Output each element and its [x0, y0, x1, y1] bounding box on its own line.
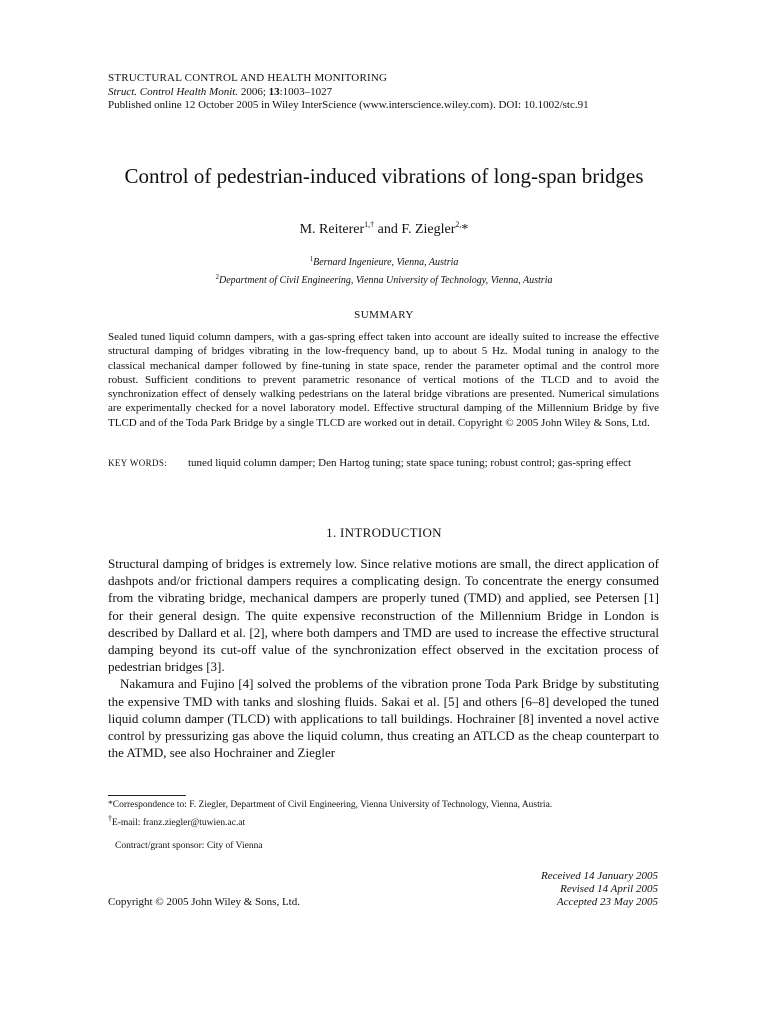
author-name: M. Reiterer — [299, 222, 365, 237]
email-text: E-mail: franz.ziegler@tuwien.ac.at — [111, 818, 246, 829]
introduction-body — [108, 555, 659, 761]
received-dates — [541, 870, 658, 909]
citation-pages: :1003–1027 — [279, 85, 333, 98]
email-mark: † — [108, 814, 112, 823]
journal-name: STRUCTURAL CONTROL AND HEALTH MONITORING — [108, 72, 388, 84]
affiliation-text: Bernard Ingenieure, Vienna, Austria — [313, 257, 459, 268]
journal-citation — [108, 86, 589, 100]
summary-heading: SUMMARY — [354, 309, 414, 321]
received-date: Received 14 January 2005 — [541, 870, 658, 882]
author-name: F. Ziegler — [401, 222, 456, 237]
paragraph: Structural damping of bridges is extremely low. Since relative motions are small, the direct application of dashpots and/or frictional dampers requires a complicating design. To concentrate the energy consumed from the vibrating bridge, mechanical dampers are properly tuned (TMD) and applied, see Petersen [1] for their general design. The quite expensive reconstruction of the Millennium Bridge in London is described by Dallard et al. [2], where both dampers and TMD are used to increase the effective structural damping beyond its cut-off value of the synchronization effect observed in the excitation process of pedestrian bridges [3]. — [108, 556, 659, 675]
affiliation-mark: 2 — [215, 273, 219, 281]
revised-date: Revised 14 April 2005 — [560, 883, 658, 895]
correspondence-note: *Correspondence to: F. Ziegler, Department of Civil Engineering, Vienna University of Technology, Vienna, Austria. — [108, 800, 553, 810]
affiliation-text: Department of Civil Engineering, Vienna University of Technology, Vienna, Austria — [219, 275, 553, 286]
publication-info: Published online 12 October 2005 in Wiley InterScience (www.interscience.wiley.com). DOI: 10.1002/stc.91 — [108, 99, 589, 111]
grant-sponsor: Contract/grant sponsor: City of Vienna — [115, 841, 263, 851]
email-note — [108, 812, 668, 830]
keywords-text: tuned liquid column damper; Den Hartog tuning; state space tuning; robust control; gas-spring effect — [188, 457, 632, 469]
affiliation-line — [0, 270, 768, 288]
accepted-date: Accepted 23 May 2005 — [556, 896, 658, 908]
author-affiliation-mark: 2, — [455, 220, 462, 229]
affiliations — [0, 252, 768, 288]
corresponding-author-mark: * — [461, 222, 469, 237]
keywords-label: KEY WORDS: — [108, 458, 168, 468]
author-affiliation-mark: 1,† — [364, 220, 375, 229]
author-line — [0, 220, 768, 238]
author-conjunction: and — [374, 222, 402, 237]
paragraph: Nakamura and Fujino [4] solved the problems of the vibration prone Toda Park Bridge by substituting the expensive TMD with tanks and sloshing fluids. Sakai et al. [5] and others [6–8] developed the tuned liquid column damper (TLCD) with applications to tall buildings. Hochrainer [8] invented a novel active control by pressurizing gas above the liquid column, thus creating an ATLCD as the cheap counterpart to the ATMD, see also Hochrainer and Ziegler — [108, 676, 659, 761]
footnotes — [108, 799, 668, 830]
affiliation-mark: 1 — [309, 255, 314, 263]
paper-title: Control of pedestrian-induced vibrations of long-span bridges — [124, 164, 644, 188]
summary-text: Sealed tuned liquid column dampers, with a gas-spring effect taken into account are ideally suited to increase the effective structural damping of bridges vibrating in the low-frequency band, up to about 5 Hz. Modal tuning in analogy to the classical mechanical damper followed by fine-tuning in state space, render the parameter optimal and the control more robust. Sufficient conditions to prevent parametric resonance of vertical motions of the TLCD and to avoid the synchronization effect of densely walking pedestrians on the lateral bridge vibrations are presented. Numerical simulations are experimentally checked for a novel laboratory model. Effective structural damping of the Millennium Bridge by five TLCD and of the Toda Park Bridge by a single TLCD are worked out in detail. Copyright © 2005 John Wiley & Sons, Ltd. — [108, 331, 659, 429]
citation-journal: Struct. Control Health Monit. — [108, 85, 239, 98]
citation-year: 2006; — [238, 85, 269, 98]
copyright-notice: Copyright © 2005 John Wiley & Sons, Ltd. — [108, 896, 300, 908]
footnote-rule — [108, 795, 186, 796]
affiliation-line — [0, 252, 768, 270]
citation-volume: 13 — [268, 85, 280, 98]
journal-header — [108, 72, 589, 113]
section-heading: 1. INTRODUCTION — [326, 525, 442, 540]
